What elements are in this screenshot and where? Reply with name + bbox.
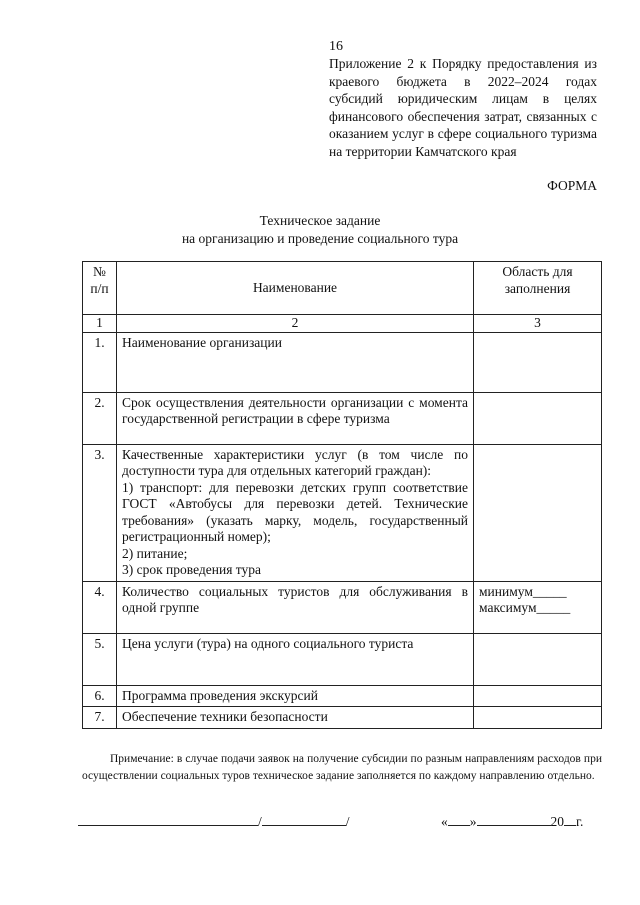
row-fill-area[interactable] [474,332,602,392]
row-name-line: 2) питание; [122,545,188,561]
index-cell: 2 [117,315,474,333]
form-label: ФОРМА [547,178,597,193]
table-header-row [83,262,602,315]
quote-close: » [469,814,477,829]
row-fill-area[interactable] [474,392,602,444]
row-name [117,444,474,581]
row-number: 5. [83,633,117,685]
table-index-row [83,315,602,333]
row-name: Срок осуществления деятельности организации с момента государственной регистрации в сфере туризма [117,392,474,444]
year-field[interactable] [564,812,576,826]
table-row [83,707,602,729]
header-area: Область для заполнения [474,262,602,315]
row-name: Обеспечение техники безопасности [117,707,474,729]
row-number: 6. [83,685,117,707]
note-text: Примечание: в случае подачи заявок на получение субсидии по разным направлениям расходов при осуществлении социальных туров техническое задание заполняется по каждому направлению отдельно. [82,753,602,782]
month-field[interactable] [477,812,551,826]
row-name-line: 1) транспорт: для перевозки детских групп соответствие ГОСТ «Автобусы для перевозки детей. Технические требования» (указать марку, модель, государственный регистрационный номер); [122,479,468,544]
table-row [83,332,602,392]
quote-open: « [441,814,448,829]
row-fill-area[interactable] [474,633,602,685]
row-fill-area[interactable] [474,444,602,581]
document-subtitle: на организацию и проведение социального тура [181,231,459,246]
signature-separator: / [345,814,350,829]
day-field[interactable] [448,812,470,826]
header-num: № п/п [83,262,117,315]
row-number: 3. [83,444,117,581]
row-number: 2. [83,392,117,444]
document-title: Техническое задание [259,213,381,228]
signature-separator: / [258,814,262,829]
page-number: 16 [329,39,343,54]
index-cell: 1 [83,315,117,333]
appendix-header: Приложение 2 к Порядку предоставления из краевого бюджета в 2022–2024 годах субсидий юридическим лицам в целях финансового обеспечения затрат, связанных с оказанием услуг в сфере социального туризма на территории Камчатского края [329,56,597,159]
row-name-line: 3) срок проведения тура [122,562,261,577]
row-name: Программа проведения экскурсий [117,685,474,707]
row-name: Цена услуги (тура) на одного социального туриста [117,633,474,685]
row-fill-area[interactable] [474,581,602,633]
date-line [441,812,583,830]
table-row [83,685,602,707]
table-row [83,444,602,581]
year-suffix: г. [576,814,584,829]
row-number: 4. [83,581,117,633]
table-row [83,581,602,633]
signature-line [78,812,350,830]
row-name: Количество социальных туристов для обслуживания в одной группе [117,581,474,633]
spec-table [82,261,602,729]
row-fill-area[interactable] [474,707,602,729]
row-fill-area[interactable] [474,685,602,707]
year-prefix: 20 [550,814,564,829]
max-field[interactable]: максимум_____ [479,600,571,615]
row-name-line: Качественные характеристики услуг (в том числе по доступности тура для отдельных категорий граждан): [122,446,468,478]
row-number: 7. [83,707,117,729]
row-number: 1. [83,332,117,392]
signature-field[interactable] [78,812,258,826]
header-name: Наименование [117,262,474,315]
min-field[interactable]: минимум_____ [479,583,567,599]
name-field[interactable] [262,812,346,826]
index-cell: 3 [474,315,602,333]
table-row [83,633,602,685]
row-name: Наименование организации [117,332,474,392]
table-row [83,392,602,444]
